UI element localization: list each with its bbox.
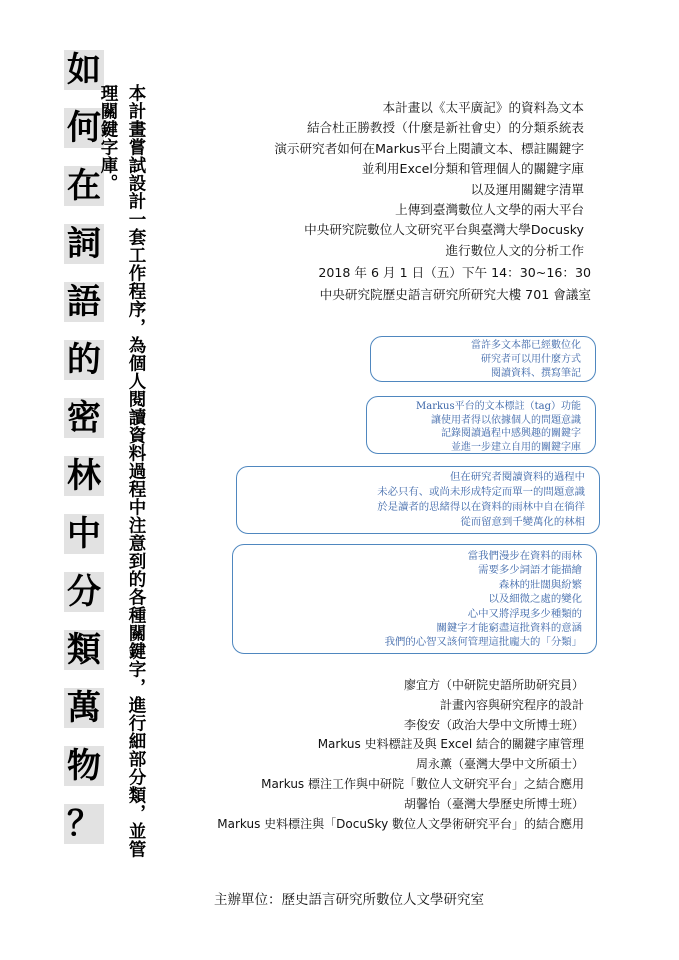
bubble-line: Markus平台的文本標註（tag）功能: [416, 401, 581, 412]
bubble-line: 關鍵字才能窮盡這批資料的意涵: [436, 622, 582, 635]
bubble-line: 當我們漫步在資料的雨林: [467, 550, 582, 562]
bubble-line: 心中又將浮現多少種類的: [467, 607, 582, 620]
speaker-name: 周永薰（臺灣大學中文所碩士）: [415, 757, 584, 772]
title-char: 如: [64, 50, 104, 90]
intro-line: 進行數位人文的分析工作: [445, 242, 584, 258]
event-info: [171, 262, 591, 306]
title-char: 類: [64, 630, 104, 670]
bubble-line: 我們的心智又該何管理這批龐大的「分類」: [384, 636, 582, 649]
bubble-line: 當許多文本都已經數位化: [471, 340, 581, 351]
event-venue: 中央研究院歷史語言研究所研究大樓 701 會議室: [319, 287, 591, 302]
bubble-line: 並進一步建立自用的關鍵字庫: [451, 441, 581, 453]
title-char: 何: [64, 108, 104, 148]
title-char: 林: [64, 456, 104, 496]
vertical-subtitle: 本計畫嘗試設計一套工作程序，為個人閱讀資料過程中注意到的各種關鍵字，進行細部分類，並管理關鍵字庫。: [98, 84, 146, 858]
speech-bubble-3: [236, 466, 600, 534]
intro-line: 結合杜正勝教授（什麼是新社會史）的分類系統表: [306, 120, 584, 136]
intro-line: 以及運用關鍵字清單: [470, 181, 584, 197]
speaker-topic: Markus 史料標註及與 Excel 結合的關鍵字庫管理: [317, 737, 584, 752]
bubble-line: 記錄閱讀過程中感興趣的關鍵字: [441, 428, 581, 439]
title-char: ？: [64, 804, 104, 844]
speech-bubble-2: [366, 396, 596, 454]
bubble-line: 讓使用者得以依據個人的問題意識: [431, 414, 581, 426]
intro-line: 中央研究院數位人文研究平台與臺灣大學Docusky: [304, 222, 584, 238]
bubble-line: 森林的壯闊與紛繁: [498, 578, 582, 591]
speech-bubble-1: [370, 336, 596, 382]
speaker-name: 廖宜方（中研院史語所助研究員）: [403, 678, 584, 692]
intro-line: 上傳到臺灣數位人文學的兩大平台: [395, 202, 584, 218]
bubble-line: 以及細微之處的變化: [488, 593, 582, 606]
speaker-topic: Markus 標注工作與中研院「數位人文研究平台」之結合應用: [261, 776, 584, 791]
bubble-line: 需要多少詞語才能描繪: [478, 564, 582, 577]
speaker-name: 胡馨怡（臺灣大學歷史所博士班）: [403, 796, 584, 811]
speaker-topic: Markus 史料標注與「DocuSky 數位人文學術研究平台」的結合應用: [217, 816, 584, 831]
event-datetime: 2018 年 6 月 1 日（五）下午 14：30~16：30: [318, 265, 591, 280]
bubble-line: 從而留意到千變萬化的林相: [460, 516, 585, 528]
speaker-topic: 計畫內容與研究程序的設計: [439, 697, 584, 712]
bubble-line: 閱讀資料、撰寫筆記: [491, 368, 581, 379]
title-char: 密: [64, 398, 104, 438]
intro-line: 並利用Excel分類和管理個人的關鍵字庫: [361, 161, 584, 177]
title-char: 詞: [64, 224, 104, 264]
speech-bubble-4: [232, 544, 597, 654]
title-char: 的: [64, 340, 104, 380]
title-char: 中: [64, 514, 104, 554]
title-char: 萬: [64, 688, 104, 728]
organizer: 主辦單位：歷史語言研究所數位人文學研究室: [214, 892, 484, 908]
intro-line: 本計畫以《太平廣記》的資料為文本: [382, 100, 584, 115]
title-char: 分: [64, 572, 104, 612]
title-char: 語: [64, 282, 104, 322]
bubble-line: 研究者可以用什麼方式: [481, 354, 581, 365]
speaker-name: 李俊安（政治大學中文所博士班）: [403, 717, 584, 732]
speakers-list: [144, 676, 584, 834]
bubble-line: 於是讀者的思緒得以在資料的雨林中自在徜徉: [377, 501, 585, 513]
title-char: 在: [64, 166, 104, 206]
bubble-line: 但在研究者閱讀資料的過程中: [449, 471, 585, 483]
intro-line: 演示研究者如何在Markus平台上閱讀文本、標註關鍵字: [274, 140, 584, 156]
title-char: 物: [64, 746, 104, 786]
bubble-line: 未必只有、或尚未形成特定而單一的問題意識: [377, 486, 585, 498]
intro-paragraph: [184, 98, 584, 261]
